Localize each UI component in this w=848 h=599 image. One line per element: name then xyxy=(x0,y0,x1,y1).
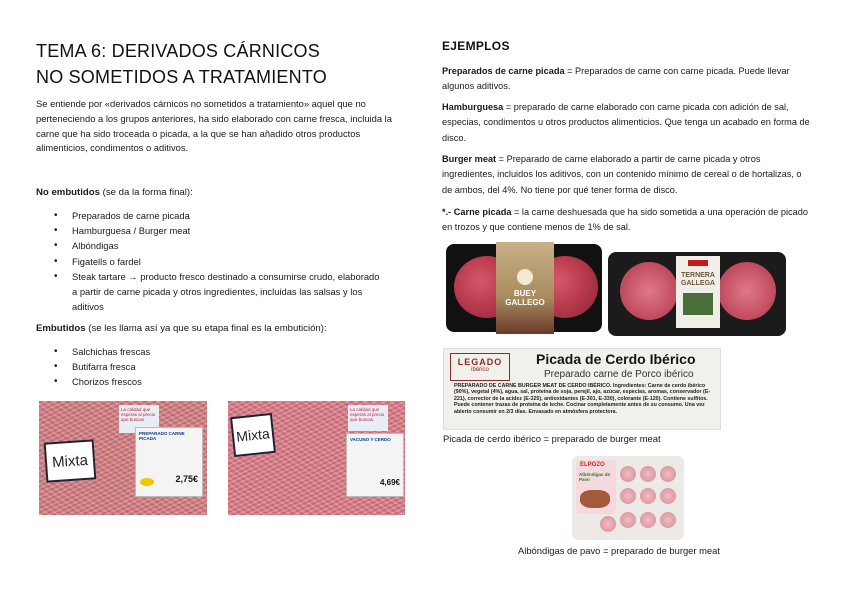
no-embutidos-note: (se da la forma final): xyxy=(99,187,193,198)
logo-sub: ibérico xyxy=(471,367,489,373)
cow-picture xyxy=(683,293,713,315)
price: 2,75€ xyxy=(175,474,198,484)
definition: = Preparados de carne con carne picada. Puede llevar algunos aditivos. xyxy=(442,66,790,92)
product-name: Albóndigas de Pavo xyxy=(579,472,611,482)
list-item: • Salchichas frescas xyxy=(36,344,336,359)
meatball xyxy=(660,466,676,482)
meatball xyxy=(640,512,656,528)
dish-picture xyxy=(580,490,610,508)
embutidos-label: Embutidos xyxy=(36,323,86,334)
label-subtitle: Preparado carne de Porco ibérico xyxy=(544,369,694,380)
pack-label xyxy=(346,433,404,497)
prefix: *.- xyxy=(442,207,454,217)
burger-patty xyxy=(620,262,678,320)
no-embutidos-label: No embutidos xyxy=(36,187,100,198)
brand-name: BUEY GALLEGO xyxy=(505,289,545,307)
term: Carne picada xyxy=(453,207,512,217)
pack-label xyxy=(576,460,616,514)
definition: = la carne deshuesada que ha sido sometida a una operación de picado en trozos y que contiene menos de 1% de sal. xyxy=(442,207,808,233)
ingredients-text: PREPARADO DE CARNE BURGER MEAT DE CERDO IBÉRICO. Ingredientes: Carne de cerdo ibérico (90%), vegetal (4%), agua, sal, proteína de soja, perejil, ajo, azúcar, especias, aromas, conservador (E-221), corrector de la acidez (E-325), antioxidantes (E-301, E-330), colorante (E-120). Contiene sulfitos. Puede contener trazas de proteína de leche. Cocinar completamente antes de su consumo. Una vez abierto consumir en 2/3 días. Envasado en atmósfera protectora. xyxy=(454,383,711,415)
mince-photo-2 xyxy=(228,401,405,515)
brand-logo xyxy=(688,260,708,266)
logo-text: LEGADO xyxy=(457,357,503,367)
price: 4,69€ xyxy=(379,478,400,487)
intro-paragraph: Se entiende por «derivados cárnicos no sometidos a tratamiento» aquel que no perteneciendo a los grupos anteriores, ha sido elaborado con carne fresca, incluida la carne que ha sido troceada o picada, a la que se han añadido otros productos alimenticios, condimentos o aditivos. xyxy=(36,98,392,154)
meatball xyxy=(640,466,656,482)
mixta-tag: Mixta xyxy=(44,439,97,482)
list-item: • Preparados de carne picada xyxy=(36,208,386,223)
meatball xyxy=(620,488,636,504)
list-item: • Chorizos frescos xyxy=(36,374,336,389)
meatball xyxy=(620,512,636,528)
list-item: • Hamburguesa / Burger meat xyxy=(36,223,386,238)
title-line-1: TEMA 6: DERIVADOS CÁRNICOS xyxy=(36,41,320,61)
pack-label-text: VACUNO Y CERDO xyxy=(350,437,391,442)
list-item: • Figatells o fardel xyxy=(36,254,386,269)
no-embutidos-list xyxy=(36,208,386,314)
meatball xyxy=(620,466,636,482)
pack-label-text: PREPARADO CARNE PICADA xyxy=(139,431,185,441)
burger-patty xyxy=(718,262,776,320)
example-preparados xyxy=(442,64,814,95)
meatball xyxy=(600,516,616,532)
example-carne-picada xyxy=(442,205,814,236)
pack-label xyxy=(135,427,203,497)
meatball xyxy=(660,512,676,528)
brand-label xyxy=(496,242,554,334)
no-embutidos-heading xyxy=(36,186,193,200)
corner-text: La calidad que esperas al precio que buscas xyxy=(119,405,159,433)
label-title: Picada de Cerdo Ibérico xyxy=(536,351,696,367)
term: Hamburguesa xyxy=(442,102,504,112)
mince-photo-1 xyxy=(39,401,207,515)
caption-meatball-photo: Albóndigas de pavo = preparado de burger meat xyxy=(518,545,720,556)
embutidos-heading xyxy=(36,322,327,336)
definition: = Preparado de carne elaborado a partir de carne picada y otros ingredientes, incluidos los aditivos, con un contenido mínimo de cereal o de hortalizas, o de ambos, del 4%. No tiene por qué tener forma de disco. xyxy=(442,154,802,195)
definition: = preparado de carne elaborado con carne picada con adición de sal, especias, condimentos u otros productos alimenticios. Que tenga un acabado en forma de disco. xyxy=(442,102,810,143)
brand-name: ELPOZO xyxy=(580,462,605,468)
example-burger-meat xyxy=(442,152,814,198)
mixta-tag: Mixta xyxy=(230,413,276,457)
list-item: • Albóndigas xyxy=(36,238,386,253)
brand-seal xyxy=(517,269,533,285)
list-item: • Butifarra fresca xyxy=(36,359,336,374)
caption-label-photo: Picada de cerdo ibérico = preparado de burger meat xyxy=(443,433,661,444)
term: Burger meat xyxy=(442,154,497,164)
meatball xyxy=(660,488,676,504)
example-hamburguesa xyxy=(442,100,814,146)
embutidos-list xyxy=(36,344,336,390)
burger-photo-2 xyxy=(608,248,786,340)
carrefour-badge xyxy=(140,478,154,486)
term: Preparados de carne picada xyxy=(442,66,565,76)
meatball xyxy=(640,488,656,504)
examples-heading: EJEMPLOS xyxy=(442,39,510,53)
corner-text: La calidad que esperas al precio que buscas xyxy=(348,405,388,431)
brand-logo xyxy=(450,353,510,381)
label-photo xyxy=(443,348,721,430)
meatball-photo xyxy=(572,456,684,540)
brand-label xyxy=(676,256,720,328)
title-line-2: NO SOMETIDOS A TRATAMIENTO xyxy=(36,67,327,87)
burger-photo-1 xyxy=(446,242,604,334)
brand-name: TERNERA GALLEGA xyxy=(680,272,716,287)
list-item: • Steak tartare → producto fresco destinado a consumirse crudo, elaborado a partir de carne picada y otros ingredientes, incluidas las salsas y los aditivos xyxy=(36,269,386,315)
embutidos-note: (se les llama así ya que su etapa final es la embutición): xyxy=(85,323,327,334)
page-title xyxy=(36,38,327,90)
